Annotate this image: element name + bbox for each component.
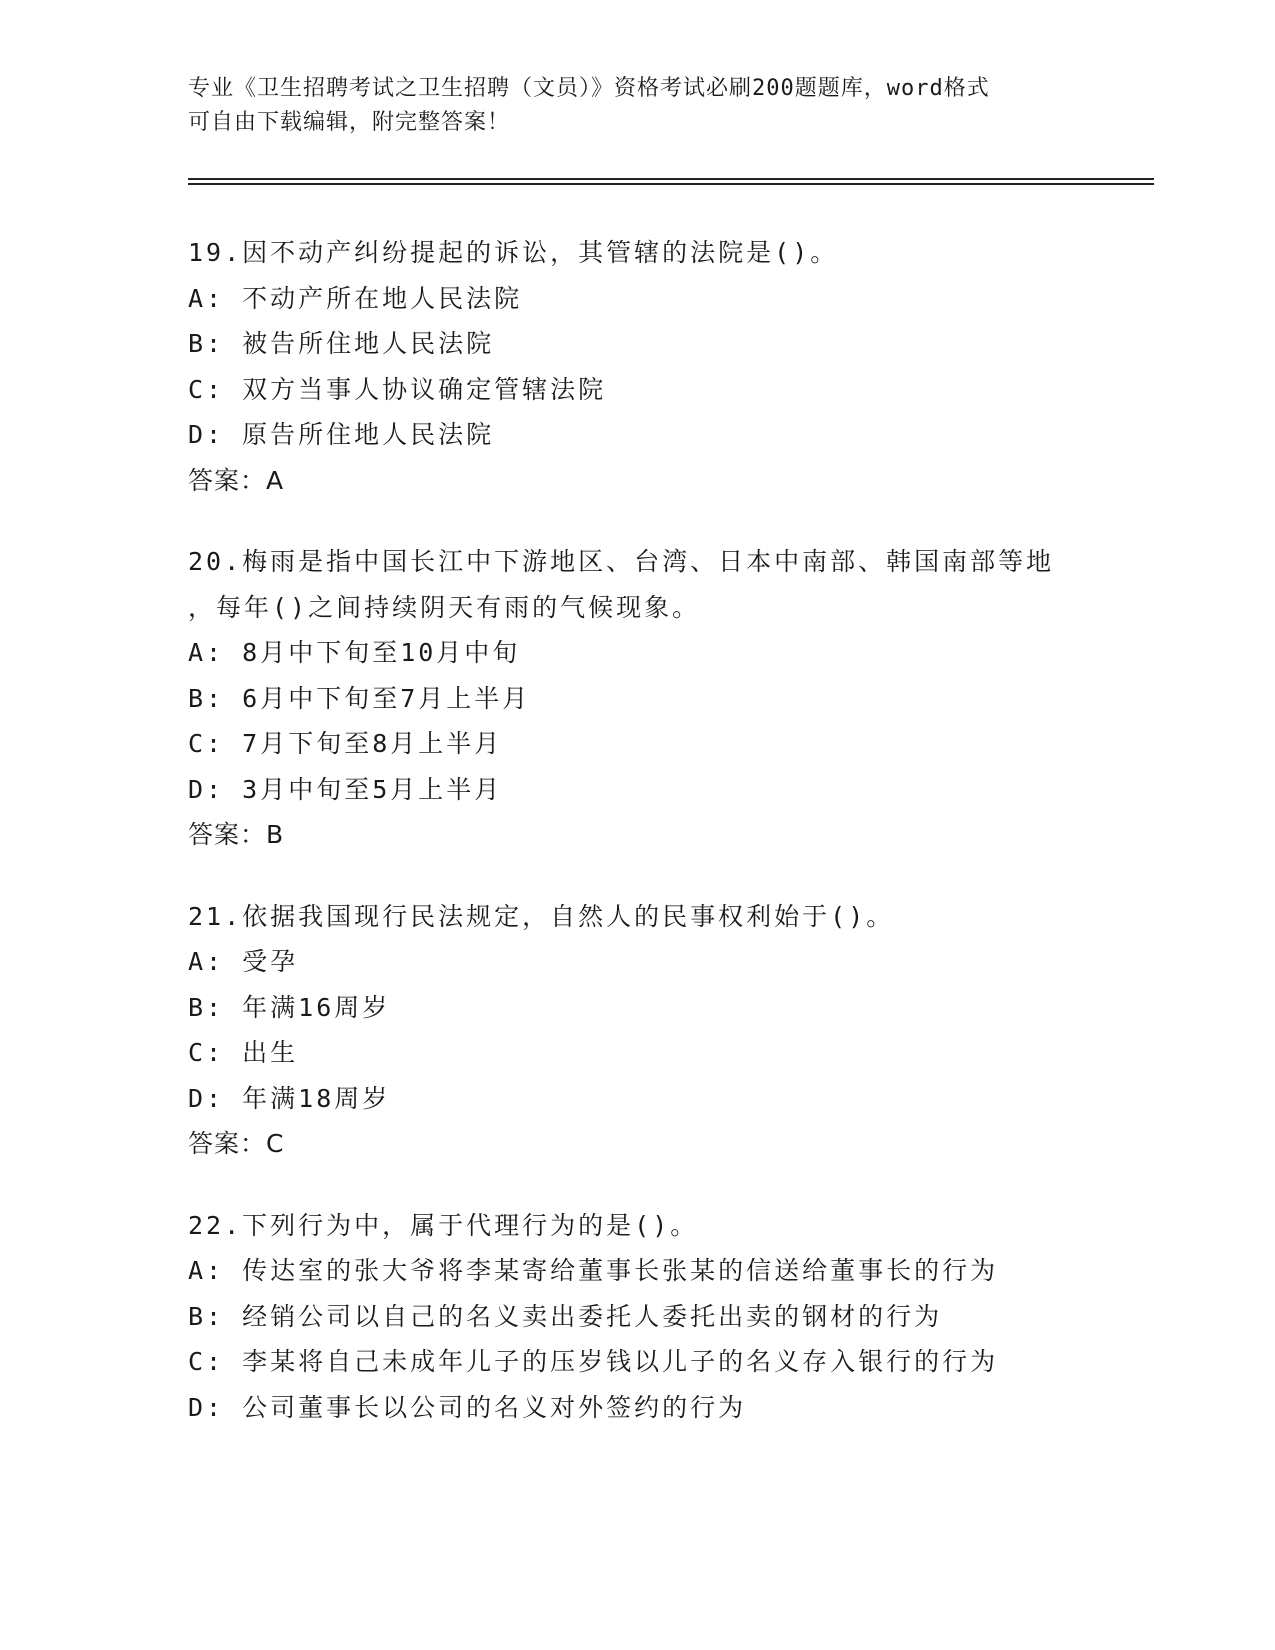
option-c: C: 李某将自己未成年儿子的压岁钱以儿子的名义存入银行的行为	[188, 1347, 999, 1376]
option-c: C: 出生	[188, 1038, 299, 1067]
option-d: D: 公司董事长以公司的名义对外签约的行为	[188, 1392, 747, 1422]
question-stem: 20.梅雨是指中国长江中下游地区、台湾、日本中南部、韩国南部等地	[188, 547, 1055, 576]
question-stem: 22.下列行为中，属于代理行为的是()。	[188, 1210, 699, 1240]
question-21	[188, 894, 1128, 1167]
option-b: B: 年满16周岁	[188, 992, 391, 1022]
question-22	[188, 1203, 1128, 1431]
option-d: D: 原告所住地人民法院	[188, 420, 495, 449]
option-a: A: 受孕	[188, 947, 299, 976]
option-a: A: 不动产所在地人民法院	[188, 283, 523, 313]
option-b: B: 被告所住地人民法院	[188, 329, 495, 358]
question-stem: 19.因不动产纠纷提起的诉讼，其管辖的法院是()。	[188, 238, 839, 267]
option-a: A: 传达室的张大爷将李某寄给董事长张某的信送给董事长的行为	[188, 1256, 999, 1285]
question-stem-continued: ，每年()之间持续阴天有雨的气候现象。	[188, 592, 701, 622]
answer-line: 答案：A	[188, 465, 285, 495]
option-d: D: 3月中旬至5月上半月	[188, 774, 503, 804]
question-20	[188, 539, 1128, 858]
header-line-2: 可自由下载编辑，附完整答案！	[188, 110, 511, 135]
option-b: B: 经销公司以自己的名义卖出委托人委托出卖的钢材的行为	[188, 1301, 943, 1331]
question-stem: 21.依据我国现行民法规定，自然人的民事权利始于()。	[188, 901, 895, 931]
question-19	[188, 230, 1128, 503]
document-header	[188, 72, 1088, 140]
option-c: C: 双方当事人协议确定管辖法院	[188, 374, 607, 404]
answer-line: 答案：B	[188, 820, 285, 849]
option-d: D: 年满18周岁	[188, 1083, 391, 1113]
option-b: B: 6月中下旬至7月上半月	[188, 683, 531, 713]
header-divider-bottom	[188, 183, 1154, 185]
option-c: C: 7月下旬至8月上半月	[188, 729, 503, 758]
header-divider-top	[188, 178, 1154, 180]
option-a: A: 8月中下旬至10月中旬	[188, 638, 521, 667]
answer-line: 答案：C	[188, 1129, 285, 1158]
question-list	[188, 230, 1128, 1466]
header-line-1: 专业《卫生招聘考试之卫生招聘（文员）》资格考试必刷200题题库，word格式	[188, 76, 990, 101]
